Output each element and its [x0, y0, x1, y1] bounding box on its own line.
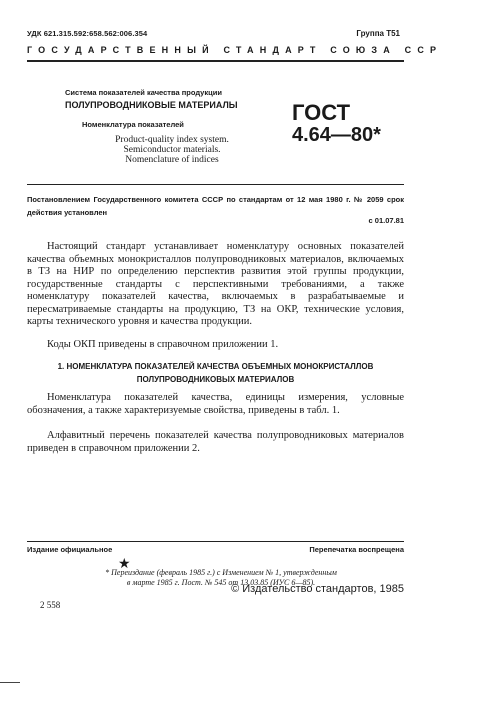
- footnote-line: * Переиздание (февраль 1985 г.) с Изменением № 1, утвержденным: [105, 568, 337, 577]
- english-title-line: Product-quality index system.: [115, 135, 229, 145]
- state-standard-banner: ГОСУДАРСТВЕННЫЙ СТАНДАРТ СОЮЗА ССР: [27, 45, 443, 55]
- section-heading: [27, 360, 404, 386]
- group-code: Группа Т51: [356, 29, 400, 38]
- paragraph-okp-codes: Коды ОКП приведены в справочном приложении 1.: [47, 339, 279, 350]
- udk-code: УДК 621.315.592:658.562:006.354: [27, 29, 148, 38]
- document-title: ПОЛУПРОВОДНИКОВЫЕ МАТЕРИАЛЫ: [65, 100, 238, 110]
- middle-divider: [27, 184, 404, 185]
- page-number: 2 558: [40, 600, 61, 610]
- section-heading-line: ПОЛУПРОВОДНИКОВЫХ МАТЕРИАЛОВ: [136, 375, 295, 384]
- gost-number: 4.64—80*: [292, 124, 381, 146]
- decree-text: Постановлением Государственного комитета СССР по стандартам от 12 мая 1980 г. № 2059 срок действия установлен: [27, 195, 404, 217]
- english-title-line: Semiconductor materials.: [123, 145, 221, 155]
- document-subtitle: Номенклатура показателей: [82, 120, 184, 129]
- paragraph-nomenclature: Номенклатура показателей качества, единицы измерения, условные обозначения, а также характеризуемые свойства, приведены в табл. 1.: [27, 392, 404, 416]
- gost-label: ГОСТ: [292, 100, 351, 125]
- bottom-divider: [27, 541, 404, 542]
- margin-mark: [0, 682, 20, 683]
- paragraph-alphabetical-list: Алфавитный перечень показателей качества полупроводниковых материалов приведен в справочном приложении 2.: [27, 430, 404, 454]
- reprint-prohibited-label: Перепечатка воспрещена: [309, 545, 404, 554]
- top-divider: [27, 60, 404, 62]
- paragraph-scope: Настоящий стандарт устанавливает номенклатуру основных показателей качества объемных монокристаллов полупроводниковых материалов, включаемых в ТЗ на НИР по определению перспектив развития этой группы продукции, государственные стандарты с перспективными требованиями, а также номенклатуру показателей качества, включаемых в разрабатываемые и пересматриваемые стандарты на продукцию, ТЗ на ОКР, технические условия, карты технического уровня и качества продукции.: [27, 241, 404, 327]
- effective-date: с 01.07.81: [368, 216, 404, 225]
- copyright-notice: © Издательство стандартов, 1985: [231, 583, 404, 595]
- section-heading-line: 1. НОМЕНКЛАТУРА ПОКАЗАТЕЛЕЙ КАЧЕСТВА ОБЪЕМНЫХ МОНОКРИСТАЛЛОВ: [57, 362, 374, 371]
- star-icon: ★: [118, 557, 131, 572]
- english-title: [92, 135, 252, 165]
- system-line: Система показателей качества продукции: [65, 88, 222, 97]
- english-title-line: Nomenclature of indices: [125, 155, 219, 165]
- footnote-line: в марте 1985 г. Пост. № 545 от 13.03.85 (ИУС 6—85).: [126, 578, 316, 587]
- official-edition-label: Издание официальное: [27, 545, 113, 554]
